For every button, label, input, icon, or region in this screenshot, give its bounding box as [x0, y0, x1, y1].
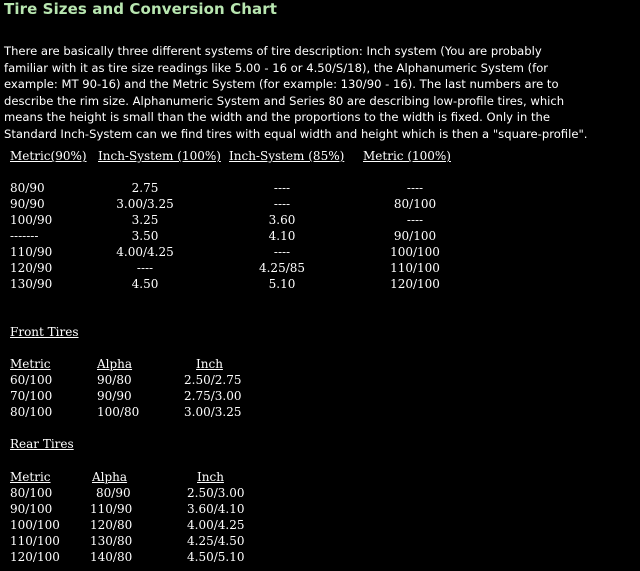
- rear-header-alpha: Alpha: [92, 470, 128, 484]
- rear-tires-heading: Rear Tires: [10, 437, 74, 451]
- table-cell: 4.50: [131, 277, 159, 291]
- table-cell: 3.50: [131, 229, 159, 243]
- table-cell: 4.00/4.25: [187, 518, 245, 532]
- table-cell: 90/100: [393, 229, 437, 243]
- header-metric-90: Metric(90%): [10, 149, 87, 163]
- table-cell: 140/80: [90, 550, 133, 564]
- table-cell: 4.10: [268, 229, 296, 243]
- table-cell: 3.60/4.10: [187, 502, 245, 516]
- table-cell: 2.50/3.00: [187, 486, 245, 500]
- front-header-inch: Inch: [196, 357, 223, 371]
- table-cell: 100/80: [97, 405, 140, 419]
- table-cell: 110/90: [10, 245, 53, 259]
- page-title: Tire Sizes and Conversion Chart: [4, 0, 278, 18]
- table-cell: 130/90: [10, 277, 53, 291]
- table-cell: 90/90: [10, 197, 45, 211]
- table-cell: 100/100: [390, 245, 440, 259]
- table-cell: 120/100: [390, 277, 440, 291]
- header-metric-100: Metric (100%): [363, 149, 451, 163]
- intro-line: means the height is small than the width and the proportions to the width is fixed. Only in the: [4, 110, 550, 125]
- table-cell: ----: [273, 181, 291, 195]
- intro-line: Standard Inch-System can we find tires with equal width and height which is then a "square-profile".: [4, 126, 588, 141]
- intro-line: describe the rim size. Alphanumeric System and Series 80 are describing low-profile tires, which: [4, 93, 565, 108]
- intro-line: There are basically three different systems of tire description: Inch system (You are probably: [4, 44, 542, 58]
- table-cell: 3.25: [131, 213, 159, 227]
- table-cell: 5.10: [268, 277, 296, 291]
- table-cell: 4.25/4.50: [187, 534, 245, 548]
- table-cell: 130/80: [90, 534, 133, 548]
- table-cell: 90/80: [97, 373, 132, 387]
- table-cell: 60/100: [10, 373, 53, 387]
- table-cell: ----: [273, 245, 291, 259]
- table-cell: 2.75: [131, 181, 159, 195]
- front-header-alpha: Alpha: [97, 357, 133, 371]
- table-cell: 3.60: [268, 213, 296, 227]
- rear-header-inch: Inch: [197, 470, 224, 484]
- table-cell: 80/90: [10, 181, 45, 195]
- table-cell: 70/100: [10, 389, 53, 403]
- table-cell: 80/100: [393, 197, 437, 211]
- table-cell: 4.50/5.10: [187, 550, 245, 564]
- table-cell: 90/100: [10, 502, 53, 516]
- table-cell: ----: [136, 261, 154, 275]
- table-cell: 110/100: [10, 534, 60, 548]
- intro-line: example: MT 90-16) and the Metric System (for example: 130/90 - 16). The last numbers are to: [4, 77, 559, 92]
- header-inch-85: Inch-System (85%): [229, 149, 345, 163]
- table-cell: 4.00/4.25: [116, 245, 174, 259]
- table-cell: ----: [406, 181, 424, 195]
- intro-paragraph: [4, 43, 640, 143]
- table-cell: 110/90: [90, 502, 133, 516]
- table-cell: 90/90: [97, 389, 132, 403]
- table-cell: 100/100: [10, 518, 60, 532]
- table-cell: 100/90: [10, 213, 53, 227]
- rear-header-metric: Metric: [10, 470, 51, 484]
- table-cell: 80/100: [10, 405, 53, 419]
- table-cell: 2.50/2.75: [184, 373, 242, 387]
- intro-line: familiar with it as tire size readings like 5.00 - 16 or 4.50/S/18), the Alphanumeric System (for: [4, 60, 549, 75]
- table-cell: ----: [273, 197, 291, 211]
- table-cell: 110/100: [390, 261, 440, 275]
- table-cell: 80/90: [96, 486, 131, 500]
- front-tires-heading: Front Tires: [10, 325, 79, 339]
- table-cell: 3.00/3.25: [184, 405, 242, 419]
- table-cell: 80/100: [10, 486, 53, 500]
- table-cell: 120/100: [10, 550, 60, 564]
- header-inch-100: Inch-System (100%): [98, 149, 221, 163]
- table-cell: 120/80: [90, 518, 133, 532]
- front-header-metric: Metric: [10, 357, 51, 371]
- table-cell: 2.75/3.00: [184, 389, 242, 403]
- table-cell: 120/90: [10, 261, 53, 275]
- table-cell: 3.00/3.25: [116, 197, 174, 211]
- table-cell: 4.25/85: [258, 261, 306, 275]
- table-cell: -------: [10, 229, 39, 243]
- table-cell: ----: [406, 213, 424, 227]
